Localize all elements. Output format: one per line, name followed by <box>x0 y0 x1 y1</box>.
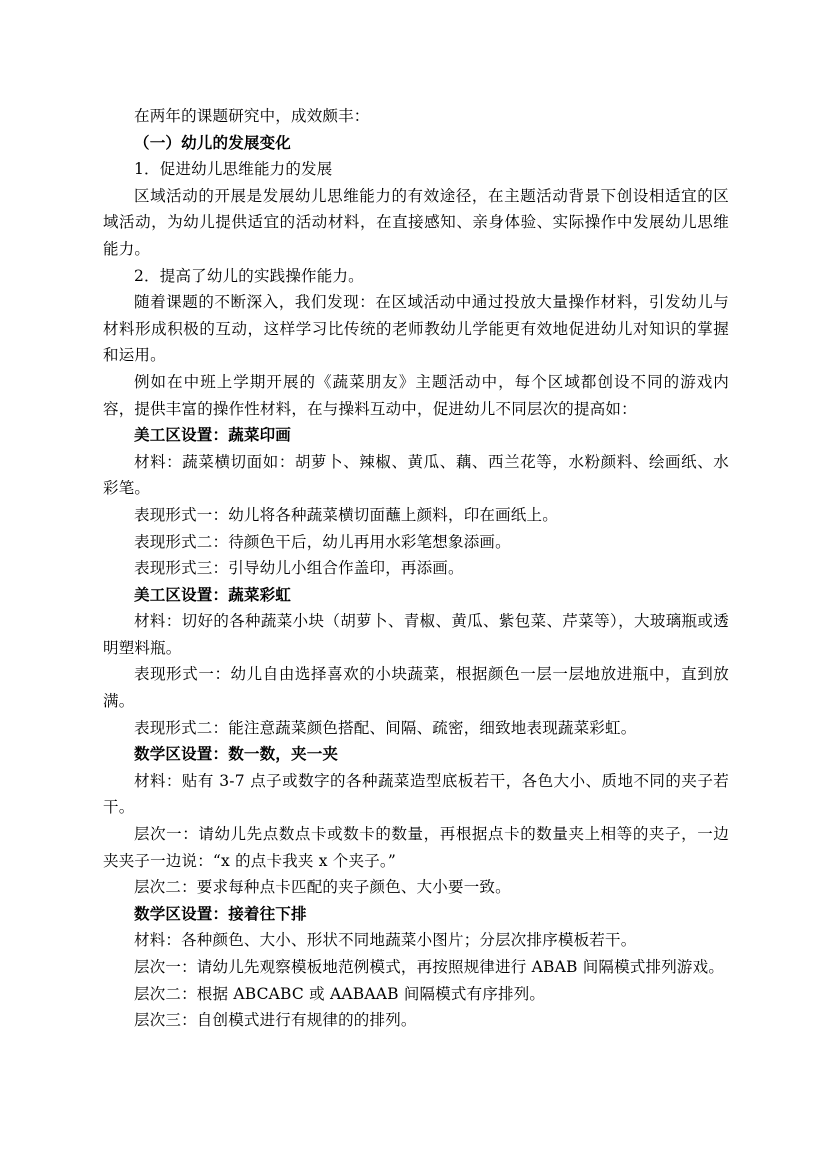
paragraph-thinking-ability: 区域活动的开展是发展幼儿思维能力的有效途径，在主题活动背景下创设相适宜的区域活动，为幼儿提供适宜的活动材料，在直接感知、亲身体验、实际操作中发展幼儿思维能力。 <box>103 186 729 258</box>
paragraph-math-count-level-1: 层次一：请幼儿先点数点卡或数卡的数量，再根据点卡的数量夹上相等的夹子，一边夹夹子一边说：“x 的点卡我夹 x 个夹子。” <box>103 825 729 870</box>
heading-art-rainbow: 美工区设置：蔬菜彩虹 <box>134 584 292 604</box>
paragraph-art-rainbow-materials: 材料：切好的各种蔬菜小块（胡萝卜、青椒、黄瓜、紫包菜、芹菜等），大玻璃瓶或透明塑料瓶。 <box>103 612 729 657</box>
paragraph-art-rainbow-form-2: 表现形式二：能注意蔬菜颜色搭配、间隔、疏密，细致地表现蔬菜彩虹。 <box>134 718 637 737</box>
paragraph-math-sequence-materials: 材料：各种颜色、大小、形状不同地蔬菜小图片；分层次排序模板若干。 <box>134 931 637 950</box>
document-body <box>103 103 729 1034</box>
paragraph-example: 例如在中班上学期开展的《蔬菜朋友》主题活动中，每个区域都创设不同的游戏内容，提供丰富的操作性材料，在与操料互动中，促进幼儿不同层次的提高如： <box>103 372 729 418</box>
paragraph-math-count-materials: 材料：贴有 3-7 点子或数字的各种蔬菜造型底板若干，各色大小、质地不同的夹子若干。 <box>103 771 729 817</box>
heading-art-printing: 美工区设置：蔬菜印画 <box>134 425 292 445</box>
paragraph-art-printing-form-3: 表现形式三：引导幼儿小组合作盖印，再添画。 <box>134 559 464 578</box>
paragraph-art-printing-form-2: 表现形式二：待颜色干后，幼儿再用水彩笔想象添画。 <box>134 532 511 551</box>
paragraph-math-sequence-level-2: 层次二：根据 ABCABC 或 AABAAB 间隔模式有序排列。 <box>134 984 546 1003</box>
paragraph-practical-ability: 随着课题的不断深入，我们发现：在区域活动中通过投放大量操作材料，引发幼儿与材料形成积极的互动，这样学习比传统的老师教幼儿学能更有效地促进幼儿对知识的掌握和运用。 <box>103 293 729 365</box>
paragraph-math-count-level-2: 层次二：要求每种点卡匹配的夹子颜色、大小要一致。 <box>134 878 511 897</box>
heading-child-development: （一）幼儿的发展变化 <box>134 132 292 152</box>
paragraph-art-printing-materials: 材料：蔬菜横切面如：胡萝卜、辣椒、黄瓜、藕、西兰花等，水粉颜料、绘画纸、水彩笔。 <box>103 452 729 498</box>
paragraph-art-rainbow-form-1: 表现形式一：幼儿自由选择喜欢的小块蔬菜，根据颜色一层一层地放进瓶中，直到放满。 <box>103 665 729 711</box>
paragraph-intro: 在两年的课题研究中，成效颇丰： <box>134 107 370 125</box>
subheading-thinking-ability: 1．促进幼儿思维能力的发展 <box>134 160 333 179</box>
paragraph-math-sequence-level-3: 层次三：自创模式进行有规律的的排列。 <box>134 1011 417 1030</box>
paragraph-math-sequence-level-1: 层次一：请幼儿先观察模板地范例模式，再按照规律进行 ABAB 间隔模式排列游戏。 <box>134 958 725 976</box>
heading-math-sequence: 数学区设置：接着往下排 <box>134 903 307 923</box>
heading-math-count-clip: 数学区设置：数一数，夹一夹 <box>134 744 339 764</box>
paragraph-art-printing-form-1: 表现形式一：幼儿将各种蔬菜横切面蘸上颜料，印在画纸上。 <box>134 505 558 524</box>
subheading-practical-ability: 2．提高了幼儿的实践操作能力。 <box>134 266 364 285</box>
